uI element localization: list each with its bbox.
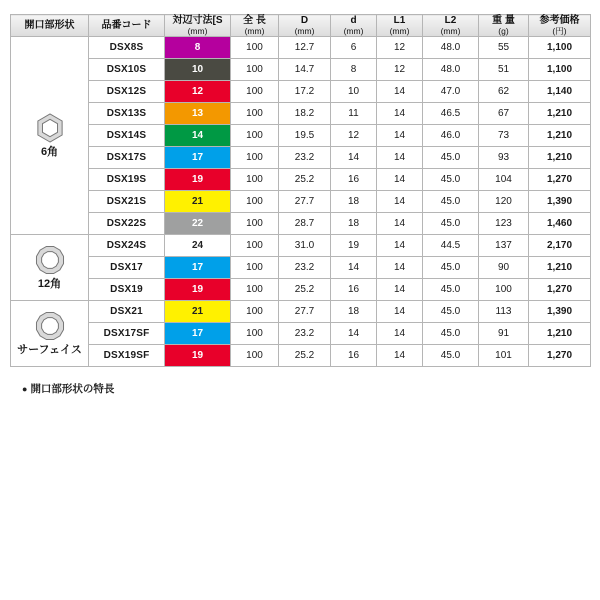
cell-length: 100 <box>231 147 279 169</box>
cell-size: 21 <box>165 301 231 323</box>
cell-code: DSX19 <box>89 279 165 301</box>
cell-size: 22 <box>165 213 231 235</box>
column-header-label: D <box>300 15 309 26</box>
cell-weight: 55 <box>479 37 529 59</box>
cell-d-inner: 14 <box>331 323 377 345</box>
column-header-4 <box>279 15 331 37</box>
cell-d-outer: 19.5 <box>279 125 331 147</box>
cell-l2: 45.0 <box>423 279 479 301</box>
table-body <box>11 37 591 367</box>
cell-l2: 48.0 <box>423 59 479 81</box>
cell-weight: 113 <box>479 301 529 323</box>
cell-l2: 48.0 <box>423 37 479 59</box>
cell-weight: 100 <box>479 279 529 301</box>
table-row <box>11 37 591 59</box>
cell-code: DSX17SF <box>89 323 165 345</box>
table-row <box>11 169 591 191</box>
cell-size: 8 <box>165 37 231 59</box>
cell-length: 100 <box>231 169 279 191</box>
cell-weight: 90 <box>479 257 529 279</box>
column-header-7 <box>423 15 479 37</box>
cell-d-inner: 16 <box>331 345 377 367</box>
cell-d-outer: 25.2 <box>279 169 331 191</box>
cell-price: 1,210 <box>529 125 591 147</box>
cell-l1: 12 <box>377 59 423 81</box>
column-header-label: 参考価格 <box>539 15 580 26</box>
group-label: サーフェイス <box>17 344 82 357</box>
cell-l2: 47.0 <box>423 81 479 103</box>
cell-length: 100 <box>231 81 279 103</box>
surface-icon <box>35 311 65 341</box>
cell-size: 10 <box>165 59 231 81</box>
cell-weight: 120 <box>479 191 529 213</box>
cell-weight: 51 <box>479 59 529 81</box>
cell-price: 1,210 <box>529 103 591 125</box>
table-row <box>11 59 591 81</box>
cell-d-inner: 18 <box>331 301 377 323</box>
cell-d-inner: 12 <box>331 125 377 147</box>
cell-l2: 44.5 <box>423 235 479 257</box>
cell-d-inner: 16 <box>331 279 377 301</box>
cell-length: 100 <box>231 213 279 235</box>
cell-l1: 14 <box>377 191 423 213</box>
column-header-2 <box>165 15 231 37</box>
cell-d-outer: 18.2 <box>279 103 331 125</box>
table-row <box>11 125 591 147</box>
cell-d-inner: 14 <box>331 257 377 279</box>
cell-d-inner: 11 <box>331 103 377 125</box>
column-header-unit: (mm) <box>389 26 410 36</box>
cell-d-inner: 16 <box>331 169 377 191</box>
cell-price: 1,270 <box>529 279 591 301</box>
cell-d-inner: 18 <box>331 213 377 235</box>
cell-price: 1,140 <box>529 81 591 103</box>
table-row <box>11 191 591 213</box>
cell-code: DSX8S <box>89 37 165 59</box>
cell-l1: 14 <box>377 257 423 279</box>
cell-length: 100 <box>231 235 279 257</box>
group-label: 6角 <box>40 146 59 159</box>
column-header-unit: (g) <box>498 26 509 36</box>
table-row <box>11 345 591 367</box>
cell-weight: 104 <box>479 169 529 191</box>
cell-price: 1,100 <box>529 37 591 59</box>
cell-price: 1,460 <box>529 213 591 235</box>
cell-code: DSX17 <box>89 257 165 279</box>
column-header-unit: (円) <box>552 26 567 36</box>
cell-price: 1,210 <box>529 147 591 169</box>
cell-code: DSX24S <box>89 235 165 257</box>
cell-l2: 45.0 <box>423 257 479 279</box>
cell-l2: 46.0 <box>423 125 479 147</box>
cell-d-inner: 10 <box>331 81 377 103</box>
column-header-label: 品番コード <box>101 20 152 32</box>
table-row <box>11 301 591 323</box>
hex-icon <box>35 113 65 143</box>
cell-l2: 45.0 <box>423 147 479 169</box>
cell-weight: 91 <box>479 323 529 345</box>
cell-weight: 93 <box>479 147 529 169</box>
cell-price: 1,100 <box>529 59 591 81</box>
column-header-0 <box>11 15 89 37</box>
column-header-unit: (mm) <box>440 26 461 36</box>
features-title: ● 開口部形状の特長 <box>22 381 590 396</box>
cell-l1: 14 <box>377 125 423 147</box>
cell-price: 1,390 <box>529 301 591 323</box>
column-header-unit: (mm) <box>187 26 208 36</box>
cell-l2: 45.0 <box>423 191 479 213</box>
cell-l2: 45.0 <box>423 323 479 345</box>
cell-l1: 12 <box>377 37 423 59</box>
cell-code: DSX19S <box>89 169 165 191</box>
table-row <box>11 257 591 279</box>
cell-l1: 14 <box>377 323 423 345</box>
cell-price: 1,390 <box>529 191 591 213</box>
cell-length: 100 <box>231 125 279 147</box>
cell-l1: 14 <box>377 169 423 191</box>
cell-length: 100 <box>231 301 279 323</box>
cell-length: 100 <box>231 323 279 345</box>
cell-price: 2,170 <box>529 235 591 257</box>
table-row <box>11 81 591 103</box>
cell-length: 100 <box>231 59 279 81</box>
cell-l1: 14 <box>377 213 423 235</box>
cell-weight: 62 <box>479 81 529 103</box>
cell-d-outer: 17.2 <box>279 81 331 103</box>
cell-d-outer: 27.7 <box>279 301 331 323</box>
group-cell-12角 <box>11 235 89 301</box>
cell-d-outer: 23.2 <box>279 323 331 345</box>
cell-d-inner: 6 <box>331 37 377 59</box>
group-cell-サーフェイス <box>11 301 89 367</box>
cell-l2: 45.0 <box>423 213 479 235</box>
cell-l1: 14 <box>377 279 423 301</box>
group-cell-6角 <box>11 37 89 235</box>
cell-weight: 73 <box>479 125 529 147</box>
cell-price: 1,210 <box>529 323 591 345</box>
column-header-label: L1 <box>393 15 406 26</box>
cell-length: 100 <box>231 257 279 279</box>
dodecagon-icon <box>35 245 65 275</box>
cell-length: 100 <box>231 103 279 125</box>
cell-size: 19 <box>165 345 231 367</box>
cell-d-outer: 25.2 <box>279 279 331 301</box>
cell-d-outer: 31.0 <box>279 235 331 257</box>
cell-length: 100 <box>231 37 279 59</box>
cell-length: 100 <box>231 191 279 213</box>
column-header-label: d <box>350 15 357 26</box>
cell-d-inner: 8 <box>331 59 377 81</box>
cell-l2: 45.0 <box>423 345 479 367</box>
cell-l1: 14 <box>377 81 423 103</box>
column-header-label: 対辺寸法[S <box>172 15 223 26</box>
cell-d-outer: 23.2 <box>279 257 331 279</box>
cell-length: 100 <box>231 279 279 301</box>
cell-price: 1,270 <box>529 169 591 191</box>
column-header-label: 重 量 <box>492 15 515 26</box>
cell-d-outer: 14.7 <box>279 59 331 81</box>
column-header-unit: (mm) <box>294 26 315 36</box>
cell-size: 24 <box>165 235 231 257</box>
cell-d-outer: 23.2 <box>279 147 331 169</box>
table-row <box>11 103 591 125</box>
cell-code: DSX21S <box>89 191 165 213</box>
table-row <box>11 213 591 235</box>
cell-d-inner: 18 <box>331 191 377 213</box>
table-row <box>11 279 591 301</box>
cell-l2: 46.5 <box>423 103 479 125</box>
table-row <box>11 147 591 169</box>
cell-price: 1,210 <box>529 257 591 279</box>
cell-d-inner: 19 <box>331 235 377 257</box>
column-header-8 <box>479 15 529 37</box>
column-header-9 <box>529 15 591 37</box>
cell-l1: 14 <box>377 103 423 125</box>
cell-weight: 137 <box>479 235 529 257</box>
cell-d-outer: 12.7 <box>279 37 331 59</box>
cell-size: 17 <box>165 323 231 345</box>
cell-d-outer: 25.2 <box>279 345 331 367</box>
cell-size: 14 <box>165 125 231 147</box>
cell-l2: 45.0 <box>423 169 479 191</box>
spec-table <box>10 14 591 367</box>
column-header-unit: (mm) <box>343 26 364 36</box>
column-header-unit: (mm) <box>244 26 265 36</box>
cell-code: DSX17S <box>89 147 165 169</box>
cell-l1: 14 <box>377 147 423 169</box>
group-label: 12角 <box>37 278 62 291</box>
cell-code: DSX12S <box>89 81 165 103</box>
cell-weight: 101 <box>479 345 529 367</box>
column-header-5 <box>331 15 377 37</box>
cell-l1: 14 <box>377 345 423 367</box>
cell-l1: 14 <box>377 235 423 257</box>
cell-l1: 14 <box>377 301 423 323</box>
cell-weight: 67 <box>479 103 529 125</box>
cell-size: 17 <box>165 257 231 279</box>
cell-code: DSX19SF <box>89 345 165 367</box>
cell-d-outer: 28.7 <box>279 213 331 235</box>
column-header-label: L2 <box>444 15 457 26</box>
column-header-1 <box>89 15 165 37</box>
cell-code: DSX22S <box>89 213 165 235</box>
cell-length: 100 <box>231 345 279 367</box>
cell-d-outer: 27.7 <box>279 191 331 213</box>
column-header-label: 開口部形状 <box>24 20 75 32</box>
cell-price: 1,270 <box>529 345 591 367</box>
cell-d-inner: 14 <box>331 147 377 169</box>
cell-size: 12 <box>165 81 231 103</box>
column-header-label: 全 長 <box>243 15 266 26</box>
cell-size: 13 <box>165 103 231 125</box>
cell-weight: 123 <box>479 213 529 235</box>
cell-size: 19 <box>165 279 231 301</box>
cell-l2: 45.0 <box>423 301 479 323</box>
column-header-3 <box>231 15 279 37</box>
column-header-6 <box>377 15 423 37</box>
cell-size: 21 <box>165 191 231 213</box>
table-row <box>11 323 591 345</box>
cell-code: DSX14S <box>89 125 165 147</box>
cell-size: 19 <box>165 169 231 191</box>
table-row <box>11 235 591 257</box>
cell-code: DSX13S <box>89 103 165 125</box>
cell-code: DSX21 <box>89 301 165 323</box>
cell-size: 17 <box>165 147 231 169</box>
table-header <box>11 15 591 37</box>
cell-code: DSX10S <box>89 59 165 81</box>
